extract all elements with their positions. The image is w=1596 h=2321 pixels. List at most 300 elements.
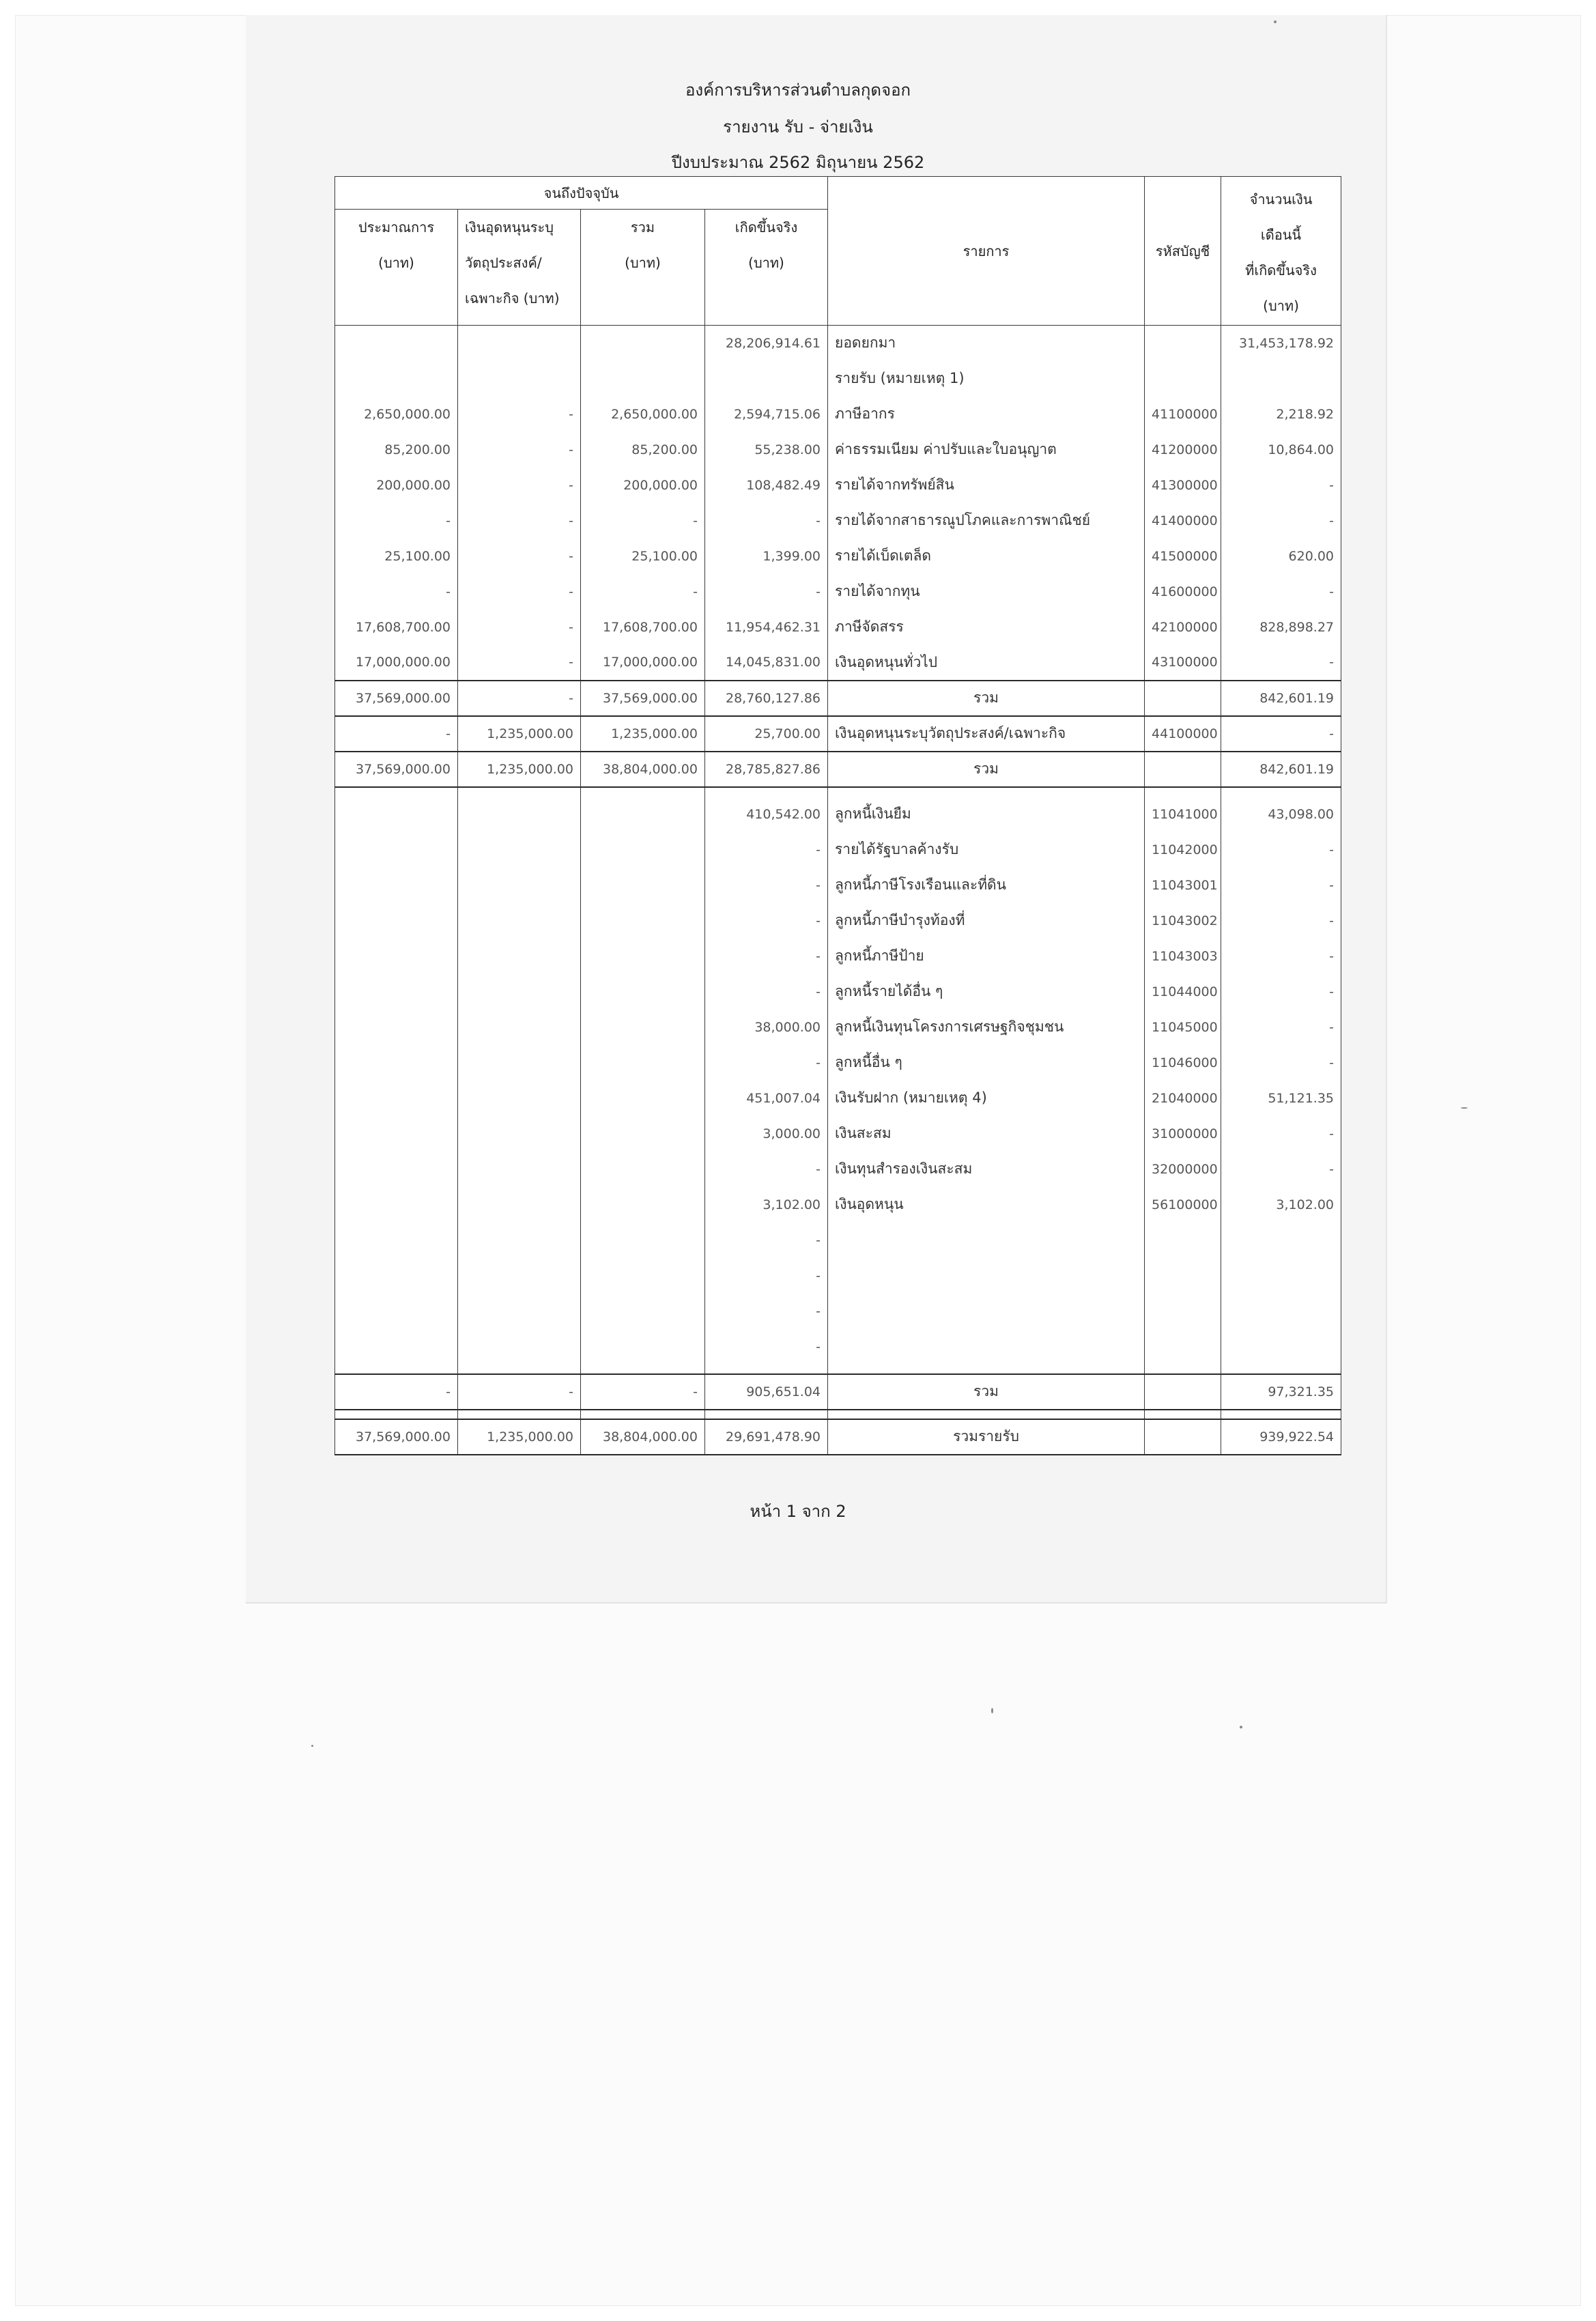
cell-total bbox=[581, 1081, 705, 1116]
cell-code: 11041000 bbox=[1145, 797, 1221, 832]
cell-code bbox=[1145, 1223, 1221, 1258]
cell-est bbox=[335, 787, 458, 797]
cell-month: - bbox=[1221, 903, 1341, 939]
cell-actual: - bbox=[705, 1294, 828, 1329]
cell-grant bbox=[458, 974, 581, 1010]
cell-actual: - bbox=[705, 1152, 828, 1187]
cell-total: 2,650,000.00 bbox=[581, 397, 705, 432]
cell-code: 41100000 bbox=[1145, 397, 1221, 432]
cell-est bbox=[335, 1223, 458, 1258]
cell-grant: - bbox=[458, 503, 581, 539]
cell-item: ลูกหนี้ภาษีโรงเรือนและที่ดิน bbox=[828, 868, 1145, 903]
scan-speck bbox=[991, 1708, 993, 1713]
cell-est bbox=[335, 832, 458, 868]
table-row bbox=[335, 1258, 1341, 1294]
table-row bbox=[335, 1329, 1341, 1365]
cell-code: 11044000 bbox=[1145, 974, 1221, 1010]
cell-month bbox=[1221, 1365, 1341, 1374]
cell-total: 38,804,000.00 bbox=[581, 1419, 705, 1455]
cell-grant: - bbox=[458, 397, 581, 432]
cell-grant bbox=[458, 1152, 581, 1187]
cell-actual bbox=[705, 1410, 828, 1419]
cell-item: รวมรายรับ bbox=[828, 1419, 1145, 1455]
cell-grant bbox=[458, 361, 581, 397]
cell-grant: - bbox=[458, 539, 581, 574]
cell-total bbox=[581, 832, 705, 868]
table-row bbox=[335, 868, 1341, 903]
cell-grant bbox=[458, 797, 581, 832]
cell-month: - bbox=[1221, 974, 1341, 1010]
report-period: ปีงบประมาณ 2562 มิถุนายน 2562 bbox=[671, 153, 925, 172]
cell-month: 842,601.19 bbox=[1221, 752, 1341, 787]
table-row bbox=[335, 716, 1341, 752]
cell-total bbox=[581, 1152, 705, 1187]
cell-item: เงินอุดหนุนทั่วไป bbox=[828, 645, 1145, 681]
spacer-row bbox=[335, 1410, 1341, 1419]
cell-code bbox=[1145, 326, 1221, 361]
grand-total-row bbox=[335, 1419, 1341, 1455]
table-row bbox=[335, 326, 1341, 361]
cell-month: - bbox=[1221, 645, 1341, 681]
cell-grant: 1,235,000.00 bbox=[458, 752, 581, 787]
cell-est: 37,569,000.00 bbox=[335, 1419, 458, 1455]
cell-grant bbox=[458, 903, 581, 939]
cell-item: รายรับ (หมายเหตุ 1) bbox=[828, 361, 1145, 397]
cell-total bbox=[581, 361, 705, 397]
cell-item: ลูกหนี้อื่น ๆ bbox=[828, 1045, 1145, 1081]
cell-month: - bbox=[1221, 939, 1341, 974]
cell-actual: 1,399.00 bbox=[705, 539, 828, 574]
cell-actual: - bbox=[705, 974, 828, 1010]
cell-est bbox=[335, 974, 458, 1010]
report-title: รายงาน รับ - จ่ายเงิน bbox=[723, 117, 873, 137]
estimate-header bbox=[335, 210, 458, 326]
cell-actual: 28,760,127.86 bbox=[705, 681, 828, 716]
table-row bbox=[335, 539, 1341, 574]
cell-est bbox=[335, 326, 458, 361]
cell-total: 200,000.00 bbox=[581, 468, 705, 503]
cell-est bbox=[335, 1081, 458, 1116]
cell-item bbox=[828, 1410, 1145, 1419]
cell-grant bbox=[458, 1045, 581, 1081]
cell-grant bbox=[458, 1410, 581, 1419]
cell-total bbox=[581, 1187, 705, 1223]
cell-item: ลูกหนี้ภาษีบำรุงท้องที่ bbox=[828, 903, 1145, 939]
estimate-header-line: ประมาณการ bbox=[358, 219, 435, 236]
cell-total bbox=[581, 787, 705, 797]
cell-total: 37,569,000.00 bbox=[581, 681, 705, 716]
cell-est: 37,569,000.00 bbox=[335, 752, 458, 787]
subtotal-row bbox=[335, 1374, 1341, 1410]
cell-grant bbox=[458, 1116, 581, 1152]
cell-est: - bbox=[335, 574, 458, 610]
estimate-header-line: (บาท) bbox=[378, 255, 414, 271]
cell-code: 31000000 bbox=[1145, 1116, 1221, 1152]
cell-actual: - bbox=[705, 574, 828, 610]
cell-item: รายได้เบ็ดเตล็ด bbox=[828, 539, 1145, 574]
subtotal-row bbox=[335, 752, 1341, 787]
table-row bbox=[335, 903, 1341, 939]
cell-total bbox=[581, 1329, 705, 1365]
organization-title: องค์การบริหารส่วนตำบลกุดจอก bbox=[685, 81, 911, 100]
cell-total bbox=[581, 1410, 705, 1419]
cell-total bbox=[581, 797, 705, 832]
cell-month: - bbox=[1221, 574, 1341, 610]
cell-code: 11043003 bbox=[1145, 939, 1221, 974]
cell-code bbox=[1145, 1258, 1221, 1294]
table-row bbox=[335, 1081, 1341, 1116]
cell-total bbox=[581, 1365, 705, 1374]
cell-month: - bbox=[1221, 503, 1341, 539]
cell-item: เงินอุดหนุนระบุวัตถุประสงค์/เฉพาะกิจ bbox=[828, 716, 1145, 752]
cell-total: 38,804,000.00 bbox=[581, 752, 705, 787]
cell-month bbox=[1221, 1410, 1341, 1419]
cell-code: 41200000 bbox=[1145, 432, 1221, 468]
this-month-header-line: เดือนนี้ bbox=[1260, 226, 1302, 243]
cell-item bbox=[828, 1258, 1145, 1294]
cell-code: 44100000 bbox=[1145, 716, 1221, 752]
cell-est bbox=[335, 939, 458, 974]
cell-item: ภาษีอากร bbox=[828, 397, 1145, 432]
cell-month: 828,898.27 bbox=[1221, 610, 1341, 645]
cell-grant bbox=[458, 1223, 581, 1258]
cell-total bbox=[581, 868, 705, 903]
cell-est bbox=[335, 903, 458, 939]
cell-code bbox=[1145, 1294, 1221, 1329]
cell-item bbox=[828, 1329, 1145, 1365]
cell-item: ลูกหนี้รายได้อื่น ๆ bbox=[828, 974, 1145, 1010]
cell-month: - bbox=[1221, 832, 1341, 868]
cell-grant: - bbox=[458, 610, 581, 645]
cell-grant: - bbox=[458, 681, 581, 716]
cell-item: รายได้จากทุน bbox=[828, 574, 1145, 610]
cell-month: 51,121.35 bbox=[1221, 1081, 1341, 1116]
cell-month: - bbox=[1221, 1152, 1341, 1187]
scan-speck bbox=[1240, 1726, 1242, 1728]
cell-item bbox=[828, 1294, 1145, 1329]
cell-actual: - bbox=[705, 939, 828, 974]
cell-item: รายได้จากสาธารณูปโภคและการพาณิชย์ bbox=[828, 503, 1145, 539]
cell-actual: 451,007.04 bbox=[705, 1081, 828, 1116]
table-row bbox=[335, 832, 1341, 868]
cell-actual: 3,000.00 bbox=[705, 1116, 828, 1152]
cell-est bbox=[335, 1116, 458, 1152]
cell-grant bbox=[458, 1329, 581, 1365]
cell-actual: 11,954,462.31 bbox=[705, 610, 828, 645]
cell-month: 939,922.54 bbox=[1221, 1419, 1341, 1455]
cell-actual: 25,700.00 bbox=[705, 716, 828, 752]
cell-total bbox=[581, 903, 705, 939]
cell-code bbox=[1145, 1365, 1221, 1374]
cell-month bbox=[1221, 1223, 1341, 1258]
cell-grant: 1,235,000.00 bbox=[458, 1419, 581, 1455]
cell-actual: 108,482.49 bbox=[705, 468, 828, 503]
cell-est bbox=[335, 361, 458, 397]
cell-item: ลูกหนี้ภาษีป้าย bbox=[828, 939, 1145, 974]
cell-grant: - bbox=[458, 468, 581, 503]
cell-actual: - bbox=[705, 503, 828, 539]
table-row bbox=[335, 397, 1341, 432]
cell-est bbox=[335, 1329, 458, 1365]
cell-est bbox=[335, 1294, 458, 1329]
cell-grant bbox=[458, 868, 581, 903]
cell-code bbox=[1145, 787, 1221, 797]
cell-actual: 3,102.00 bbox=[705, 1187, 828, 1223]
cell-actual: 14,045,831.00 bbox=[705, 645, 828, 681]
cell-actual: - bbox=[705, 832, 828, 868]
this-month-header-line: (บาท) bbox=[1263, 297, 1299, 314]
cell-month: 2,218.92 bbox=[1221, 397, 1341, 432]
this-month-header-line: จำนวนเงิน bbox=[1249, 190, 1313, 208]
cell-month: - bbox=[1221, 468, 1341, 503]
cell-est bbox=[335, 1365, 458, 1374]
cell-est: 37,569,000.00 bbox=[335, 681, 458, 716]
table-row bbox=[335, 610, 1341, 645]
cell-total: 25,100.00 bbox=[581, 539, 705, 574]
cell-month: 10,864.00 bbox=[1221, 432, 1341, 468]
table-row bbox=[335, 361, 1341, 397]
ledger-body bbox=[335, 326, 1341, 1455]
total-header-line: (บาท) bbox=[625, 255, 661, 271]
ledger-table bbox=[334, 176, 1341, 1455]
item-header: รายการ bbox=[828, 177, 1145, 326]
cell-grant bbox=[458, 832, 581, 868]
cell-code: 11042000 bbox=[1145, 832, 1221, 868]
actual-header-line: เกิดขึ้นจริง bbox=[735, 219, 798, 236]
cell-code: 21040000 bbox=[1145, 1081, 1221, 1116]
cell-grant bbox=[458, 939, 581, 974]
table-row bbox=[335, 1223, 1341, 1258]
cell-grant bbox=[458, 1010, 581, 1045]
cell-code: 43100000 bbox=[1145, 645, 1221, 681]
cell-actual: - bbox=[705, 903, 828, 939]
cell-code: 56100000 bbox=[1145, 1187, 1221, 1223]
table-row bbox=[335, 1045, 1341, 1081]
cell-actual bbox=[705, 1365, 828, 1374]
cell-item bbox=[828, 1223, 1145, 1258]
cell-est: - bbox=[335, 503, 458, 539]
actual-header-line: (บาท) bbox=[748, 255, 784, 271]
table-row bbox=[335, 797, 1341, 832]
cell-item: เงินสะสม bbox=[828, 1116, 1145, 1152]
cell-grant bbox=[458, 787, 581, 797]
cell-month: - bbox=[1221, 1010, 1341, 1045]
cell-actual: 38,000.00 bbox=[705, 1010, 828, 1045]
cell-item: ยอดยกมา bbox=[828, 326, 1145, 361]
this-month-header-line: ที่เกิดขึ้นจริง bbox=[1245, 261, 1317, 279]
cell-item bbox=[828, 787, 1145, 797]
cell-code: 11043001 bbox=[1145, 868, 1221, 903]
cell-actual: - bbox=[705, 1045, 828, 1081]
cell-est bbox=[335, 797, 458, 832]
specific-grant-header-line: เฉพาะกิจ (บาท) bbox=[465, 290, 560, 307]
cell-total bbox=[581, 326, 705, 361]
cell-est bbox=[335, 868, 458, 903]
cell-month: 97,321.35 bbox=[1221, 1374, 1341, 1410]
cell-total: - bbox=[581, 1374, 705, 1410]
cell-item: รายได้จากทรัพย์สิน bbox=[828, 468, 1145, 503]
cell-total bbox=[581, 1045, 705, 1081]
cell-code: 11046000 bbox=[1145, 1045, 1221, 1081]
total-header bbox=[581, 210, 705, 326]
cell-item: รวม bbox=[828, 752, 1145, 787]
cell-total bbox=[581, 1294, 705, 1329]
cell-code: 42100000 bbox=[1145, 610, 1221, 645]
cell-actual: - bbox=[705, 868, 828, 903]
cell-item: ค่าธรรมเนียม ค่าปรับและใบอนุญาต bbox=[828, 432, 1145, 468]
cell-grant bbox=[458, 1187, 581, 1223]
cell-est bbox=[335, 1010, 458, 1045]
cell-actual: - bbox=[705, 1329, 828, 1365]
account-code-header: รหัสบัญชี bbox=[1145, 177, 1221, 326]
cell-item: ลูกหนี้เงินทุนโครงการเศรษฐกิจชุมชน bbox=[828, 1010, 1145, 1045]
cell-item: รายได้รัฐบาลค้างรับ bbox=[828, 832, 1145, 868]
cell-month bbox=[1221, 1329, 1341, 1365]
cell-est bbox=[335, 1045, 458, 1081]
actual-header bbox=[705, 210, 828, 326]
table-row bbox=[335, 503, 1341, 539]
cell-actual: 28,206,914.61 bbox=[705, 326, 828, 361]
cell-month bbox=[1221, 1294, 1341, 1329]
cell-item: รวม bbox=[828, 1374, 1145, 1410]
table-row bbox=[335, 974, 1341, 1010]
cell-item: เงินอุดหนุน bbox=[828, 1187, 1145, 1223]
cell-month: - bbox=[1221, 868, 1341, 903]
cell-actual: 905,651.04 bbox=[705, 1374, 828, 1410]
cell-actual: 28,785,827.86 bbox=[705, 752, 828, 787]
cell-actual: 55,238.00 bbox=[705, 432, 828, 468]
cell-code bbox=[1145, 681, 1221, 716]
cell-total bbox=[581, 974, 705, 1010]
cell-total: - bbox=[581, 574, 705, 610]
cell-total bbox=[581, 1223, 705, 1258]
table-row bbox=[335, 939, 1341, 974]
cell-est: 25,100.00 bbox=[335, 539, 458, 574]
cell-month: - bbox=[1221, 1116, 1341, 1152]
cell-total bbox=[581, 1258, 705, 1294]
cell-actual bbox=[705, 787, 828, 797]
cell-code bbox=[1145, 1329, 1221, 1365]
cell-est: 200,000.00 bbox=[335, 468, 458, 503]
cell-month: - bbox=[1221, 716, 1341, 752]
cell-grant bbox=[458, 326, 581, 361]
cell-code bbox=[1145, 752, 1221, 787]
cell-month: 3,102.00 bbox=[1221, 1187, 1341, 1223]
cell-total bbox=[581, 939, 705, 974]
cell-grant: - bbox=[458, 1374, 581, 1410]
cell-total bbox=[581, 1010, 705, 1045]
cell-code: 41300000 bbox=[1145, 468, 1221, 503]
spacer-row bbox=[335, 1365, 1341, 1374]
cell-actual: 29,691,478.90 bbox=[705, 1419, 828, 1455]
cell-total bbox=[581, 1116, 705, 1152]
cell-total: 17,000,000.00 bbox=[581, 645, 705, 681]
cell-grant bbox=[458, 1081, 581, 1116]
table-row bbox=[335, 432, 1341, 468]
table-row bbox=[335, 468, 1341, 503]
cell-actual: - bbox=[705, 1258, 828, 1294]
cell-grant bbox=[458, 1365, 581, 1374]
cell-grant: - bbox=[458, 432, 581, 468]
cell-item: เงินรับฝาก (หมายเหตุ 4) bbox=[828, 1081, 1145, 1116]
cell-code bbox=[1145, 1410, 1221, 1419]
table-row bbox=[335, 1152, 1341, 1187]
cell-est: 17,000,000.00 bbox=[335, 645, 458, 681]
cell-month: 43,098.00 bbox=[1221, 797, 1341, 832]
scan-speck bbox=[311, 1745, 313, 1747]
specific-grant-header-line: เงินอุดหนุนระบุ bbox=[465, 219, 554, 236]
this-month-header bbox=[1221, 177, 1341, 326]
cell-est bbox=[335, 1152, 458, 1187]
cell-code: 41600000 bbox=[1145, 574, 1221, 610]
cell-est: - bbox=[335, 716, 458, 752]
cell-total: 1,235,000.00 bbox=[581, 716, 705, 752]
cell-item bbox=[828, 1365, 1145, 1374]
cell-actual: - bbox=[705, 1223, 828, 1258]
specific-grant-header-line: วัตถุประสงค์/ bbox=[465, 255, 542, 271]
cell-month bbox=[1221, 787, 1341, 797]
cell-actual: 2,594,715.06 bbox=[705, 397, 828, 432]
cell-grant: - bbox=[458, 574, 581, 610]
cell-est bbox=[335, 1258, 458, 1294]
cell-month: - bbox=[1221, 1045, 1341, 1081]
scan-speck bbox=[1274, 20, 1277, 23]
cell-code: 41500000 bbox=[1145, 539, 1221, 574]
table-row bbox=[335, 1010, 1341, 1045]
cell-month bbox=[1221, 361, 1341, 397]
cell-month: 842,601.19 bbox=[1221, 681, 1341, 716]
table-row bbox=[335, 1116, 1341, 1152]
cell-grant bbox=[458, 1294, 581, 1329]
scan-speck bbox=[1461, 1107, 1468, 1109]
table-row bbox=[335, 574, 1341, 610]
page-number: หน้า 1 จาก 2 bbox=[750, 1502, 846, 1521]
cell-est bbox=[335, 1187, 458, 1223]
spacer-row bbox=[335, 787, 1341, 797]
cell-est: - bbox=[335, 1374, 458, 1410]
cell-code: 32000000 bbox=[1145, 1152, 1221, 1187]
cell-total: 17,608,700.00 bbox=[581, 610, 705, 645]
cell-code bbox=[1145, 1374, 1221, 1410]
total-header-line: รวม bbox=[630, 219, 655, 236]
cell-actual: 410,542.00 bbox=[705, 797, 828, 832]
cell-item: เงินทุนสำรองเงินสะสม bbox=[828, 1152, 1145, 1187]
cell-item: ภาษีจัดสรร bbox=[828, 610, 1145, 645]
cell-total: - bbox=[581, 503, 705, 539]
to-date-group-header: จนถึงปัจจุบัน bbox=[335, 177, 828, 210]
cell-total: 85,200.00 bbox=[581, 432, 705, 468]
cell-item: ลูกหนี้เงินยืม bbox=[828, 797, 1145, 832]
cell-code: 11045000 bbox=[1145, 1010, 1221, 1045]
cell-month: 31,453,178.92 bbox=[1221, 326, 1341, 361]
cell-est: 85,200.00 bbox=[335, 432, 458, 468]
table-row bbox=[335, 1294, 1341, 1329]
cell-code: 11043002 bbox=[1145, 903, 1221, 939]
cell-grant: - bbox=[458, 645, 581, 681]
cell-item: รวม bbox=[828, 681, 1145, 716]
cell-code: 41400000 bbox=[1145, 503, 1221, 539]
cell-grant bbox=[458, 1258, 581, 1294]
cell-est bbox=[335, 1410, 458, 1419]
cell-actual bbox=[705, 361, 828, 397]
specific-grant-header bbox=[458, 210, 581, 326]
cell-code bbox=[1145, 361, 1221, 397]
cell-month: 620.00 bbox=[1221, 539, 1341, 574]
cell-est: 17,608,700.00 bbox=[335, 610, 458, 645]
cell-code bbox=[1145, 1419, 1221, 1455]
table-row bbox=[335, 1187, 1341, 1223]
cell-month bbox=[1221, 1258, 1341, 1294]
